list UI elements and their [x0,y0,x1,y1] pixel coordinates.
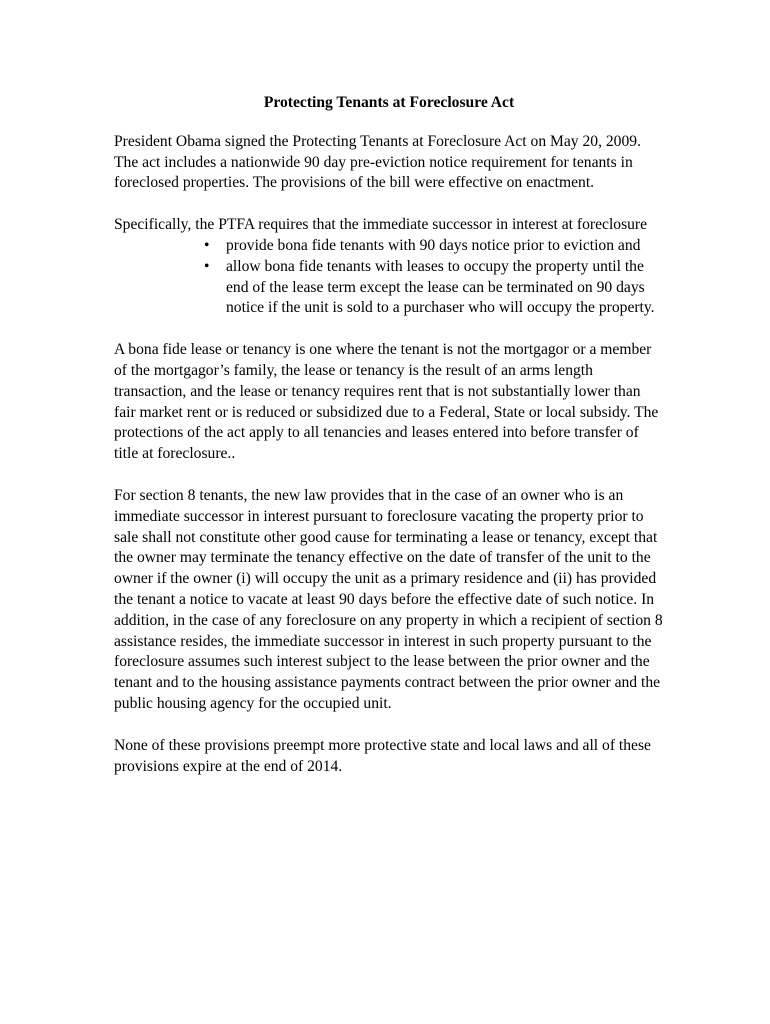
paragraph-bona-fide-definition: A bona fide lease or tenancy is one where the tenant is not the mortgagor or a member of the mortgagor’s family, the lease or tenancy is the result of an arms length transaction, and the lease or tenancy requires rent that is not substantially lower than fair market rent or is reduced or subsidized due to a Federal, State or local subsidy. The protections of the act apply to all tenancies and leases entered into before transfer of title at foreclosure.. [114,341,659,463]
paragraph-section-8: For section 8 tenants, the new law provides that in the case of an owner who is an immediate successor in interest pursuant to foreclosure vacating the property prior to sale shall not constitute other good cause for terminating a lease or tenancy, except that the owner may terminate the tenancy effective on the date of transfer of the unit to the owner if the owner (i) will occupy the unit as a primary residence and (ii) has provided the tenant a notice to vacate at least 90 days before the effective date of such notice. In addition, in the case of any foreclosure on any property in which a recipient of section 8 assistance resides, the immediate successor in interest in such property pursuant to the foreclosure assumes such interest subject to the lease between the prior owner and the tenant and to the housing assistance payments contract between the prior owner and the public housing agency for the occupied unit. [114,486,663,712]
paragraph-expiration: None of these provisions preempt more protective state and local laws and all of these provisions expire at the end of 2014. [114,736,651,775]
bullet-glyph: • [204,236,210,254]
document-body [114,93,664,798]
list-item [114,236,664,257]
paragraph-signing: President Obama signed the Protecting Tenants at Foreclosure Act on May 20, 2009. The act includes a nationwide 90 day pre-eviction notice requirement for tenants in foreclosed properties. The provisions of the bill were effective on enactment. [114,132,641,192]
list-item-text: provide bona fide tenants with 90 days notice prior to eviction and [226,236,641,254]
paragraph-requirements-intro: Specifically, the PTFA requires that the immediate successor in interest at foreclosure [114,216,648,234]
list-item-text: allow bona fide tenants with leases to occupy the property until the end of the lease term except the lease can be terminated on 90 days notice if the unit is sold to a purchaser who will occupy the property. [226,257,655,317]
bullet-glyph: • [204,257,210,275]
list-item [114,257,664,319]
requirements-list [114,236,664,319]
document-title: Protecting Tenants at Foreclosure Act [263,94,515,111]
